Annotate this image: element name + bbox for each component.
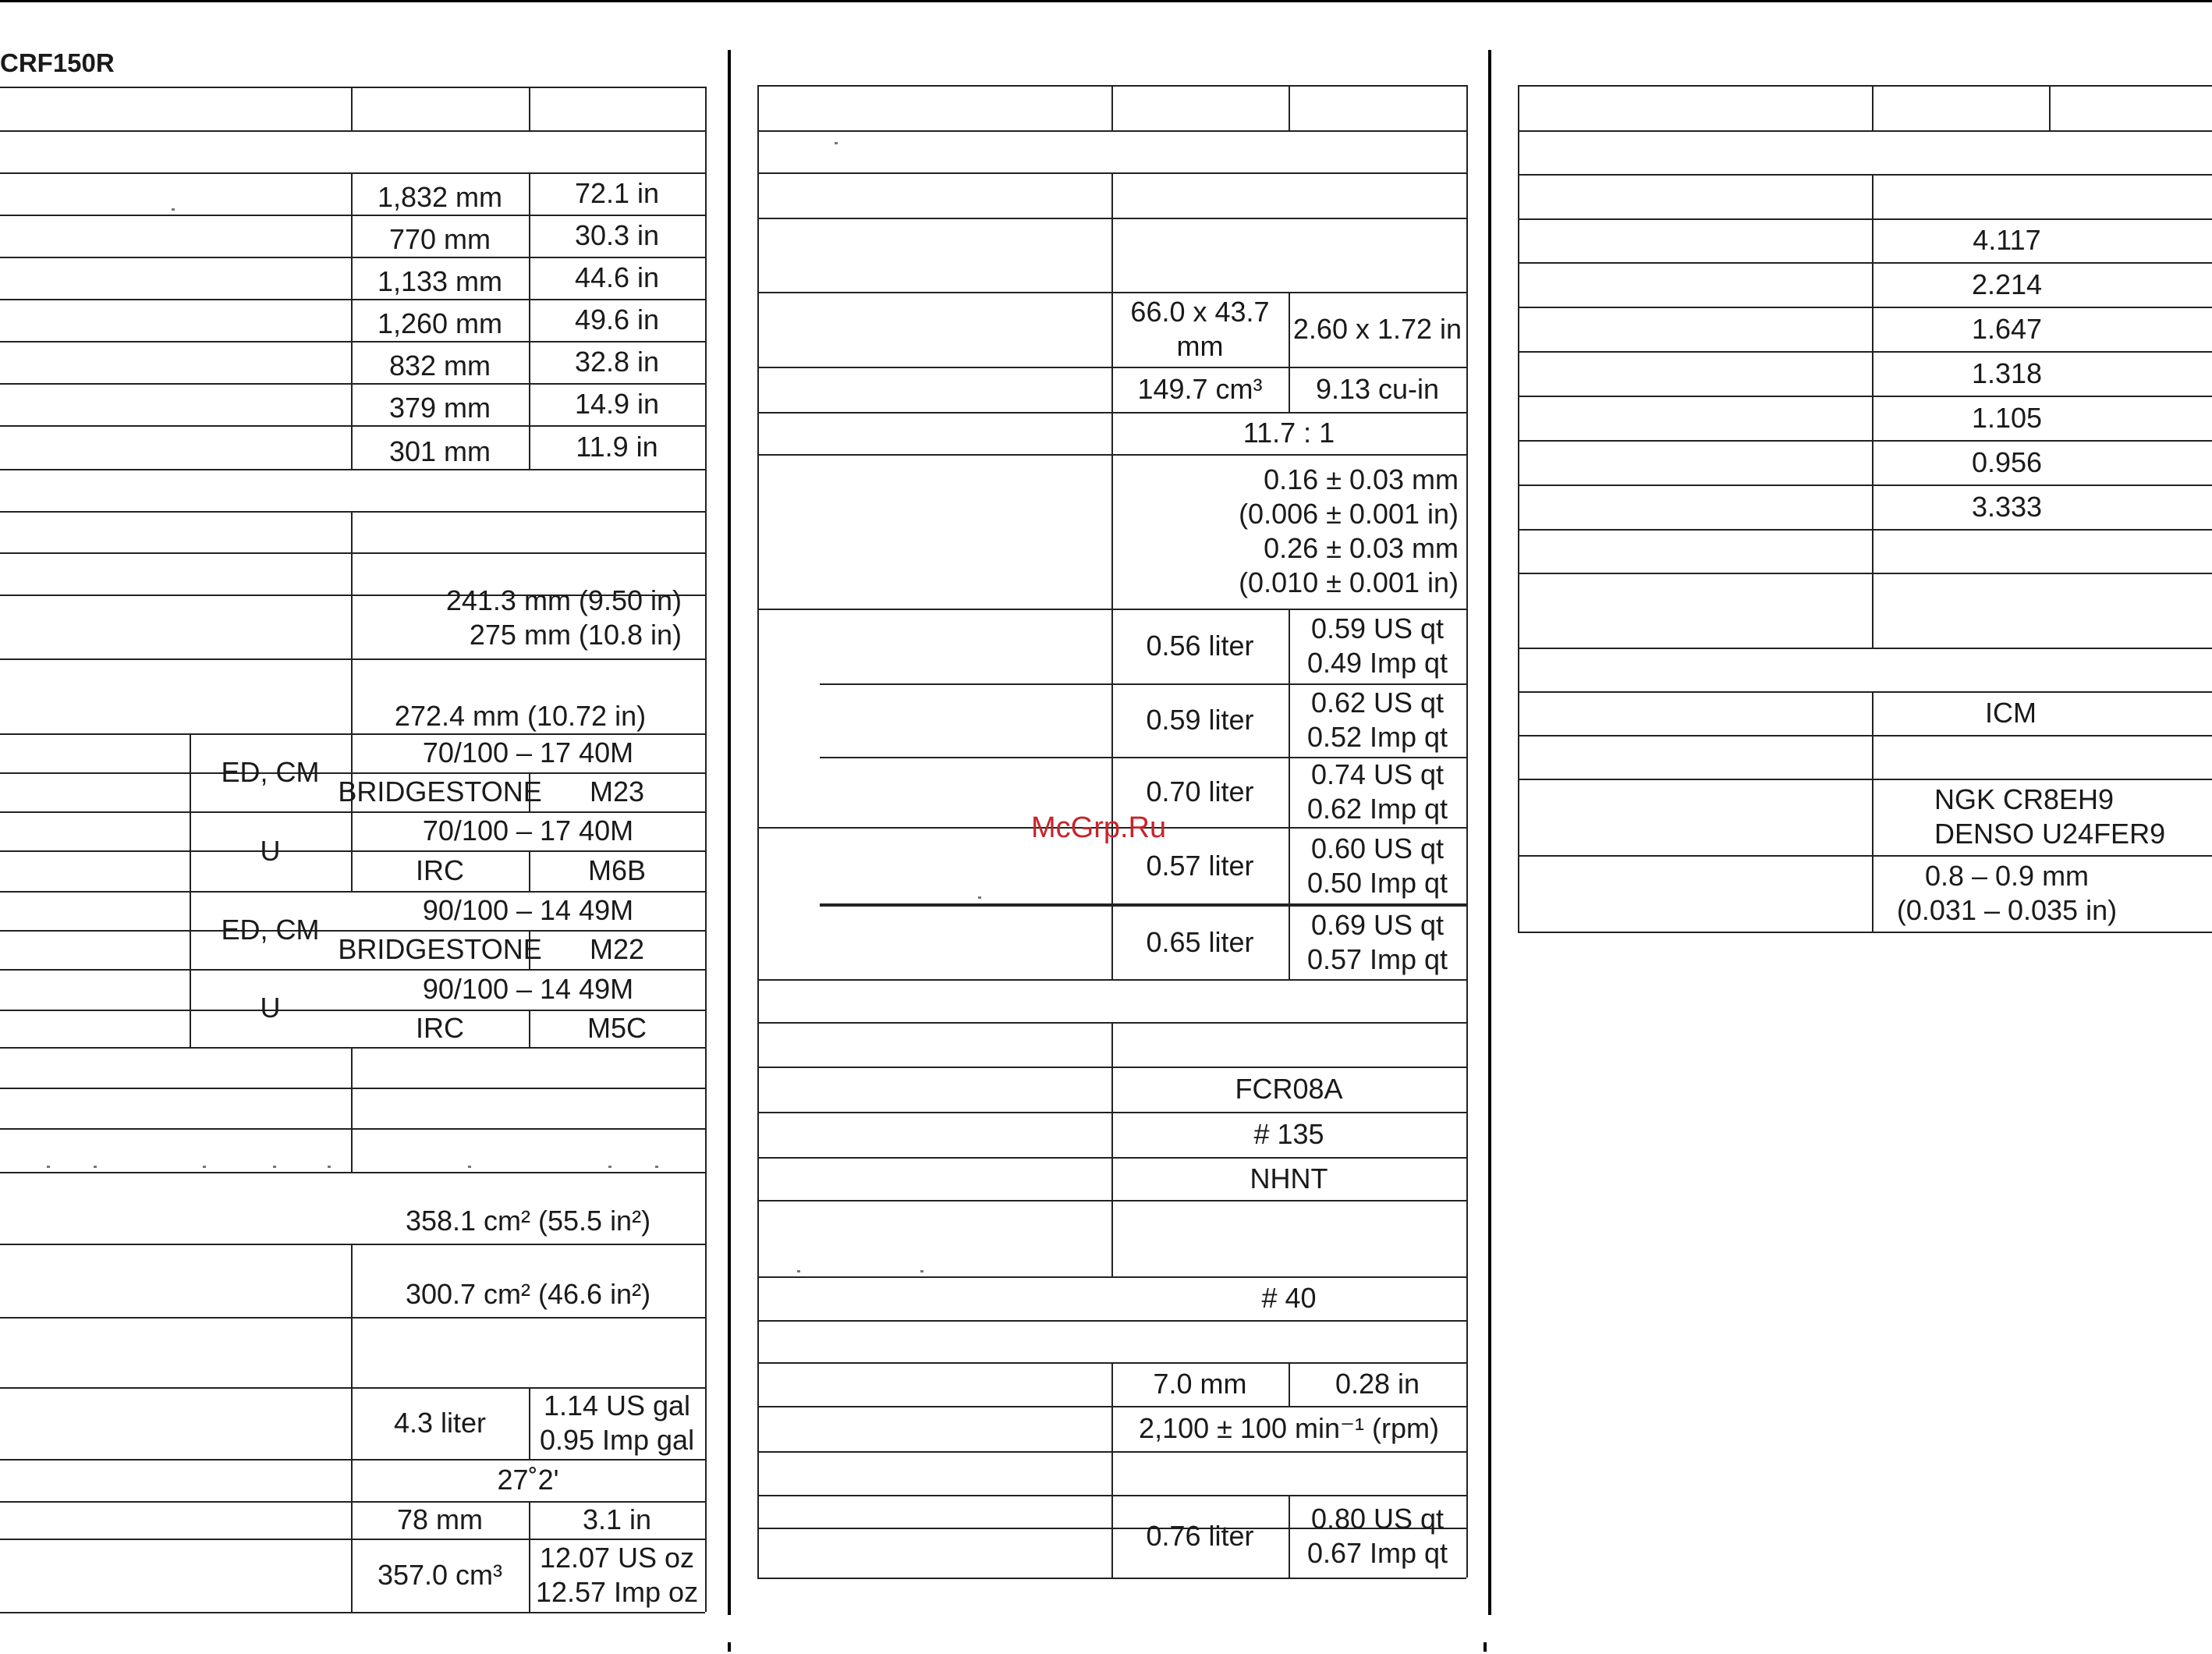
gear-ratio xyxy=(1872,218,2142,262)
table-rule xyxy=(1518,932,2212,933)
oil-capacity-metric xyxy=(1111,609,1289,683)
fuel-capacity-metric xyxy=(351,1387,529,1459)
table-rule xyxy=(1518,85,2212,87)
table-rule xyxy=(757,85,759,1578)
bore-stroke-imperial xyxy=(1289,292,1466,367)
oil-capacity-imperial-line: 0.59 US qt xyxy=(1310,612,1445,644)
fork-oil-imperial-line: 12.57 Imp oz xyxy=(535,1576,699,1608)
tire-brand xyxy=(338,930,542,969)
displacement-imperial-line: 9.13 cu-in xyxy=(1315,373,1440,405)
scan-speck xyxy=(920,1270,923,1272)
dimension-imperial-line: 44.6 in xyxy=(574,261,660,293)
fork-oil-imperial xyxy=(529,1539,705,1612)
oil-capacity-imperial-line: 0.50 Imp qt xyxy=(1306,867,1448,899)
tire-brand-line: IRC xyxy=(416,1012,464,1044)
brake-area-front-line: 358.1 cm² (55.5 in²) xyxy=(405,1205,651,1237)
dimension-imperial xyxy=(529,383,705,425)
dimension-metric xyxy=(351,215,529,257)
tire-size-line: 70/100 – 17 40M xyxy=(422,736,634,768)
spark-plug xyxy=(1934,779,2165,855)
gear-ratio-line: 3.333 xyxy=(1971,490,2043,523)
fuel-capacity-imperial-line: 0.95 Imp gal xyxy=(539,1424,695,1456)
brake-area-rear xyxy=(351,1267,705,1322)
dimension-imperial-line: 11.9 in xyxy=(576,431,658,463)
dimension-imperial xyxy=(529,257,705,299)
bore-stroke-metric xyxy=(1111,292,1289,367)
scan-speck xyxy=(797,1270,800,1272)
suspension-travel-line: 275 mm (10.8 in) xyxy=(469,619,682,651)
valve-clearance-line: (0.010 ± 0.001 in) xyxy=(1239,566,1459,598)
gear-ratio xyxy=(1872,440,2142,484)
coolant-capacity-imperial-line: 0.80 US qt xyxy=(1310,1503,1445,1535)
fuel-capacity-imperial-line: 1.14 US gal xyxy=(543,1390,691,1422)
slow-jet xyxy=(1111,1276,1466,1320)
oil-capacity-imperial-line: 0.62 Imp qt xyxy=(1306,793,1448,825)
fork-oil-metric-line: 357.0 cm³ xyxy=(377,1559,503,1591)
table-rule xyxy=(0,511,705,513)
spark-plug-line: NGK CR8EH9 xyxy=(1934,783,2115,815)
table-rule xyxy=(1518,85,1519,932)
oil-capacity-metric-line: 0.57 liter xyxy=(1146,850,1254,882)
dimension-metric-line: 832 mm xyxy=(388,350,491,382)
table-rule xyxy=(529,87,530,130)
table-rule xyxy=(1466,85,1468,1578)
fork-oil-metric xyxy=(351,1539,529,1612)
main-jet xyxy=(1111,1112,1466,1157)
column-separator-1 xyxy=(728,50,731,1615)
table-rule xyxy=(757,1320,1466,1322)
dimension-metric xyxy=(351,341,529,383)
gear-ratio-line: 1.647 xyxy=(1971,312,2043,345)
dimension-metric xyxy=(351,257,529,299)
spark-plug-gap xyxy=(1872,855,2142,932)
dimension-imperial-line: 30.3 in xyxy=(574,219,660,251)
tire-brand-line: BRIDGESTONE xyxy=(338,933,542,965)
displacement-imperial xyxy=(1289,367,1466,412)
oil-capacity-metric-line: 0.65 liter xyxy=(1146,925,1254,958)
ignition-system xyxy=(1872,691,2150,735)
top-rule xyxy=(0,0,2212,2)
gear-ratio-line: 1.105 xyxy=(1971,401,2043,434)
brake-area-front xyxy=(351,1194,705,1248)
oil-capacity-metric xyxy=(1111,683,1289,757)
table-rule xyxy=(1518,735,2212,736)
oil-capacity-metric-line: 0.59 liter xyxy=(1146,704,1254,736)
table-rule xyxy=(0,1088,705,1089)
displacement-metric-line: 149.7 cm³ xyxy=(1137,373,1263,405)
brake-area-rear-line: 300.7 cm² (46.6 in²) xyxy=(405,1278,651,1310)
trail-imperial xyxy=(529,1501,705,1539)
dimension-metric xyxy=(351,172,529,215)
oil-capacity-imperial-line: 0.62 US qt xyxy=(1310,687,1445,719)
watermark: McGrp.Ru xyxy=(1031,811,1167,844)
oil-capacity-imperial xyxy=(1289,683,1466,757)
oil-capacity-metric-line: 0.70 liter xyxy=(1146,776,1254,807)
dimension-metric-line: 770 mm xyxy=(388,223,491,255)
scan-speck xyxy=(608,1166,611,1168)
gear-ratio-line: 0.956 xyxy=(1971,445,2043,478)
gear-ratio-line: 4.117 xyxy=(1973,224,2041,256)
coolant-capacity-metric xyxy=(1111,1495,1289,1578)
jet-needle xyxy=(1111,1157,1466,1200)
ignition-system-line: ICM xyxy=(1985,697,2037,729)
spark-plug-gap-line: 0.8 – 0.9 mm xyxy=(1924,860,2090,892)
dimension-metric-line: 1,260 mm xyxy=(377,307,503,339)
scan-speck xyxy=(655,1166,658,1168)
gear-ratio xyxy=(1872,351,2142,396)
oil-capacity-imperial-line: 0.60 US qt xyxy=(1310,832,1445,864)
oil-capacity-metric-line: 0.56 liter xyxy=(1146,630,1254,662)
tire-region xyxy=(190,733,351,811)
gear-ratio xyxy=(1872,307,2142,351)
table-rule xyxy=(0,1612,705,1613)
page-title: CRF150R xyxy=(0,48,115,77)
slow-jet-line: # 40 xyxy=(1261,1282,1317,1314)
gear-ratio xyxy=(1872,484,2142,529)
tire-size-line: 90/100 – 14 49M xyxy=(422,973,634,1005)
table-rule xyxy=(0,1172,705,1173)
tire-brand-line: IRC xyxy=(416,854,464,886)
spark-plug-line: DENSO U24FER9 xyxy=(1934,818,2166,850)
dimension-metric-line: 379 mm xyxy=(388,392,491,424)
dimension-imperial-line: 32.8 in xyxy=(574,346,660,378)
trail-metric-line: 78 mm xyxy=(396,1503,484,1535)
tire-brand xyxy=(351,850,529,891)
oil-capacity-imperial xyxy=(1289,827,1466,905)
suspension-travel xyxy=(351,577,682,658)
dimension-metric xyxy=(351,383,529,425)
tire-size-line: 90/100 – 14 49M xyxy=(422,894,634,926)
carburetor-id-line: FCR08A xyxy=(1235,1073,1343,1105)
fuel-capacity-metric-line: 4.3 liter xyxy=(393,1407,487,1439)
dimension-metric-line: 1,832 mm xyxy=(377,181,503,213)
dimension-metric-line: 301 mm xyxy=(388,435,491,467)
table-rule xyxy=(1518,174,2212,176)
tire-size xyxy=(351,811,705,850)
oil-capacity-metric xyxy=(1111,905,1289,979)
dimension-imperial xyxy=(529,425,705,469)
jet-needle-line: NHNT xyxy=(1250,1162,1328,1194)
tire-region-line: U xyxy=(260,992,281,1024)
tire-region xyxy=(190,811,351,891)
float-level-metric xyxy=(1111,1362,1289,1406)
oil-capacity-imperial xyxy=(1289,757,1466,827)
tire-region-line: ED, CM xyxy=(221,914,320,946)
idle-speed xyxy=(1111,1406,1466,1451)
coolant-capacity-imperial-line: 0.67 Imp qt xyxy=(1306,1537,1448,1569)
table-rule xyxy=(1111,85,1113,130)
oil-capacity-imperial-line: 0.52 Imp qt xyxy=(1306,721,1448,753)
compression-ratio xyxy=(1111,412,1466,454)
coolant-capacity-metric-line: 0.76 liter xyxy=(1146,1520,1254,1552)
oil-capacity-imperial-line: 0.49 Imp qt xyxy=(1306,647,1448,679)
table-rule xyxy=(705,87,707,1612)
tire-model-line: M23 xyxy=(589,776,645,807)
dimension-imperial-line: 72.1 in xyxy=(574,177,660,209)
scan-speck xyxy=(273,1166,276,1168)
table-rule xyxy=(1289,85,1290,130)
tire-size xyxy=(351,733,705,772)
float-level-metric-line: 7.0 mm xyxy=(1153,1368,1247,1400)
table-rule xyxy=(1518,529,2212,531)
tire-model xyxy=(529,772,705,811)
table-rule xyxy=(1518,648,2212,649)
tire-model-line: M22 xyxy=(589,933,645,965)
tire-model xyxy=(529,850,705,891)
tire-model xyxy=(529,1010,705,1047)
valve-clearance xyxy=(1111,454,1459,609)
page-mark xyxy=(1484,1642,1487,1652)
table-rule xyxy=(0,1047,705,1049)
scan-speck xyxy=(47,1166,50,1168)
tire-region-line: U xyxy=(260,835,281,867)
table-rule xyxy=(0,130,705,132)
scan-speck xyxy=(468,1166,471,1168)
idle-speed-line: 2,100 ± 100 min⁻¹ (rpm) xyxy=(1139,1412,1439,1444)
gear-ratio xyxy=(1872,262,2142,307)
dimension-imperial xyxy=(529,215,705,257)
gear-ratio xyxy=(1872,396,2142,440)
dimension-imperial xyxy=(529,299,705,341)
tire-model-line: M5C xyxy=(587,1012,647,1044)
table-rule xyxy=(2049,85,2051,130)
carburetor-id xyxy=(1111,1067,1466,1112)
bore-stroke-metric-line: 66.0 x 43.7 xyxy=(1130,296,1270,328)
scan-speck xyxy=(835,142,838,144)
oil-capacity-imperial-line: 0.74 US qt xyxy=(1310,758,1445,790)
table-rule xyxy=(0,87,705,88)
scan-speck xyxy=(978,896,981,899)
suspension-travel-line: 241.3 mm (9.50 in) xyxy=(445,584,682,616)
table-rule xyxy=(0,552,705,554)
float-level-imperial-line: 0.28 in xyxy=(1335,1368,1420,1400)
scan-speck xyxy=(172,208,175,211)
gear-ratio-line: 1.318 xyxy=(1971,357,2043,389)
table-rule xyxy=(0,1128,705,1130)
dimension-imperial xyxy=(529,341,705,383)
tire-brand xyxy=(338,772,542,811)
tire-region-line: ED, CM xyxy=(221,756,320,788)
scan-speck xyxy=(203,1166,206,1168)
table-rule xyxy=(757,1578,1466,1579)
tire-model-line: M6B xyxy=(587,854,647,886)
displacement-metric xyxy=(1111,367,1289,412)
tire-size-line: 70/100 – 17 40M xyxy=(422,815,634,847)
bore-stroke-metric-line: mm xyxy=(1176,330,1224,362)
oil-capacity-imperial xyxy=(1289,905,1466,979)
tire-size xyxy=(351,969,705,1010)
page-mark xyxy=(728,1642,731,1652)
tire-region xyxy=(190,969,351,1047)
trail-metric xyxy=(351,1501,529,1539)
tire-size xyxy=(351,891,705,930)
dimension-metric xyxy=(351,425,529,469)
dimension-imperial-line: 14.9 in xyxy=(574,388,660,420)
table-rule xyxy=(1518,573,2212,574)
spark-plug-gap-line: (0.031 – 0.035 in) xyxy=(1896,894,2118,926)
valve-clearance-line: (0.006 ± 0.001 in) xyxy=(1239,498,1459,530)
dimension-imperial xyxy=(529,172,705,215)
coolant-capacity-imperial xyxy=(1289,1495,1466,1578)
trail-imperial-line: 3.1 in xyxy=(582,1503,652,1535)
table-rule xyxy=(0,658,705,660)
oil-capacity-imperial xyxy=(1289,609,1466,683)
tire-brand xyxy=(351,1010,529,1047)
scan-speck xyxy=(94,1166,97,1168)
compression-ratio-line: 11.7 : 1 xyxy=(1242,417,1335,449)
bore-stroke-imperial-line: 2.60 x 1.72 in xyxy=(1292,313,1462,345)
fuel-capacity-imperial xyxy=(529,1387,705,1459)
dimension-metric-line: 1,133 mm xyxy=(377,265,503,297)
table-rule xyxy=(351,87,353,130)
column-separator-2 xyxy=(1488,50,1491,1615)
table-rule xyxy=(351,1047,353,1172)
table-rule xyxy=(0,469,705,470)
valve-clearance-line: 0.16 ± 0.03 mm xyxy=(1264,463,1459,495)
dimension-imperial-line: 49.6 in xyxy=(574,303,660,335)
main-jet-line: # 135 xyxy=(1253,1118,1324,1150)
tire-model xyxy=(529,930,705,969)
table-rule xyxy=(1872,85,1873,130)
dimension-metric xyxy=(351,299,529,341)
tire-region xyxy=(190,891,351,969)
gear-ratio-line: 2.214 xyxy=(1971,268,2043,300)
float-level-imperial xyxy=(1289,1362,1466,1406)
suspension-value-line: 272.4 mm (10.72 in) xyxy=(394,700,647,732)
table-rule xyxy=(1518,130,2212,132)
suspension-value xyxy=(351,687,689,733)
oil-capacity-imperial-line: 0.57 Imp qt xyxy=(1306,942,1448,975)
tire-brand-line: BRIDGESTONE xyxy=(338,776,542,807)
table-rule xyxy=(757,979,1466,981)
caster-angle-line: 27˚2' xyxy=(497,1464,559,1496)
fork-oil-imperial-line: 12.07 US oz xyxy=(539,1542,695,1574)
caster-angle xyxy=(351,1459,705,1501)
valve-clearance-line: 0.26 ± 0.03 mm xyxy=(1264,532,1459,564)
oil-capacity-imperial-line: 0.69 US qt xyxy=(1310,908,1445,941)
table-rule xyxy=(757,130,1466,132)
scan-speck xyxy=(328,1166,331,1168)
